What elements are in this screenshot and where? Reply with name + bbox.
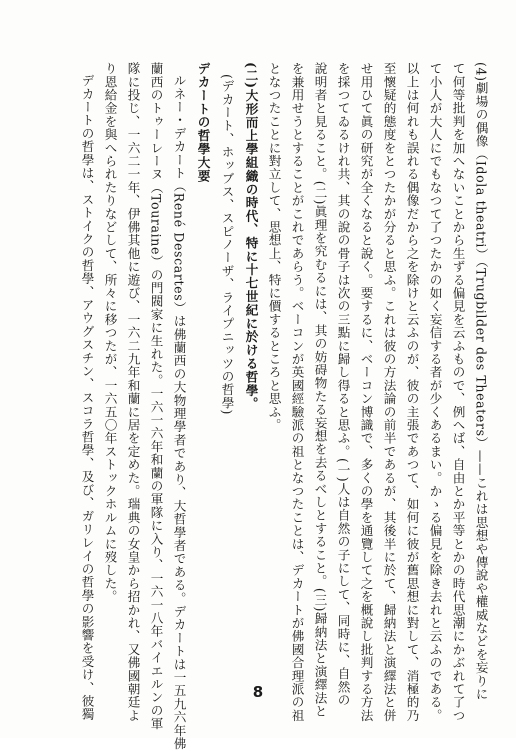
text-column-4: 以上は何れも誤れる偶像だから之を除けと云ふのが、彼の主張であつて、如何に彼が舊思想に對して、消極的乃 [404, 62, 420, 722]
text-column-3: て小人が大人にでもなつて了つたかの如く妄信する者が少くあるまい。かゝる偏見を除き去れと云ふのである。 [427, 62, 443, 722]
text-column-16: 隊に投じ、一六二一年、伊佛其他に遊び、一六二九年和蘭に居を定めた。瑞典の女皇から招かれ、又佛國朝廷よ [125, 62, 141, 722]
text-column-5: 至懷疑的態度をとつたかが分ると思ふ。これは彼の方法論の前半であるが、其後半に於て、歸納法と演繹法と併 [381, 62, 397, 722]
text-column-1: (4)劇場の偶像（Idola theatri）（Trugbilder des Theaters）——これは思想や傳說や權威などを妄りに [473, 62, 489, 701]
text-column-15: 蘭西のトゥーレーヌ（Touraine）の門閥家に生れた。一六一六年和蘭の軍隊に入り、一六一八年バイエルンの軍 [148, 62, 164, 731]
section-subheading: (デカート、ホッブス、スピノーザ、ライプニッツの哲學) [219, 74, 235, 416]
text-column-9: を兼用せうとすることがこれであらう。ベーコンが英國經驗派の祖となつたことは、デカートが佛國合理派の祖 [289, 62, 305, 722]
text-column-6: せ用ひて眞の研究が全くなると說く。要するに、ベーコン博識で、多くの學を通覽して之を概說し批判する方法 [358, 62, 374, 722]
text-column-2: て何等批判を加へないことから生ずる偏見を云ふもので、例へば、自由とか平等とかの時代思潮にかぶれて了つ [450, 62, 466, 722]
text-column-8: 說明者と見ること。(二)眞理を究むるには、其の妨碍物たる妄想を去るべしとすること。(三)歸納法と演繹法と [312, 62, 328, 718]
text-column-18: デカートの哲學は、ストイクの哲學、アウグスチン、スコラ哲學、及び、ガリレイの哲學の影響を受け、彼獨 [79, 74, 95, 721]
text-column-10: となつたことに對立して、思想上、特に價するところと思ふ。 [266, 62, 282, 432]
text-column-17: り恩給金を與へられたりなどして、所々に移つたが、一六五〇年ストックホルムに歿した。 [102, 62, 118, 604]
section-heading: (二)大形而上學組織の時代、特に十七世紀に於ける哲學。 [243, 62, 259, 411]
page-number: 8 [252, 683, 264, 701]
text-column-14: ルネー・デカート（René Descartes）は佛蘭西の大物理學者であり、大哲學者である。デカートは一五九六年佛 [171, 74, 187, 750]
subsection-title: デカートの哲學大要 [195, 62, 211, 183]
text-column-7: を採つてゐるけれ共、其の說の骨子は次の三點に歸し得ると思ふ。(一)人は自然の子にして、同時に、自然の [335, 62, 351, 707]
